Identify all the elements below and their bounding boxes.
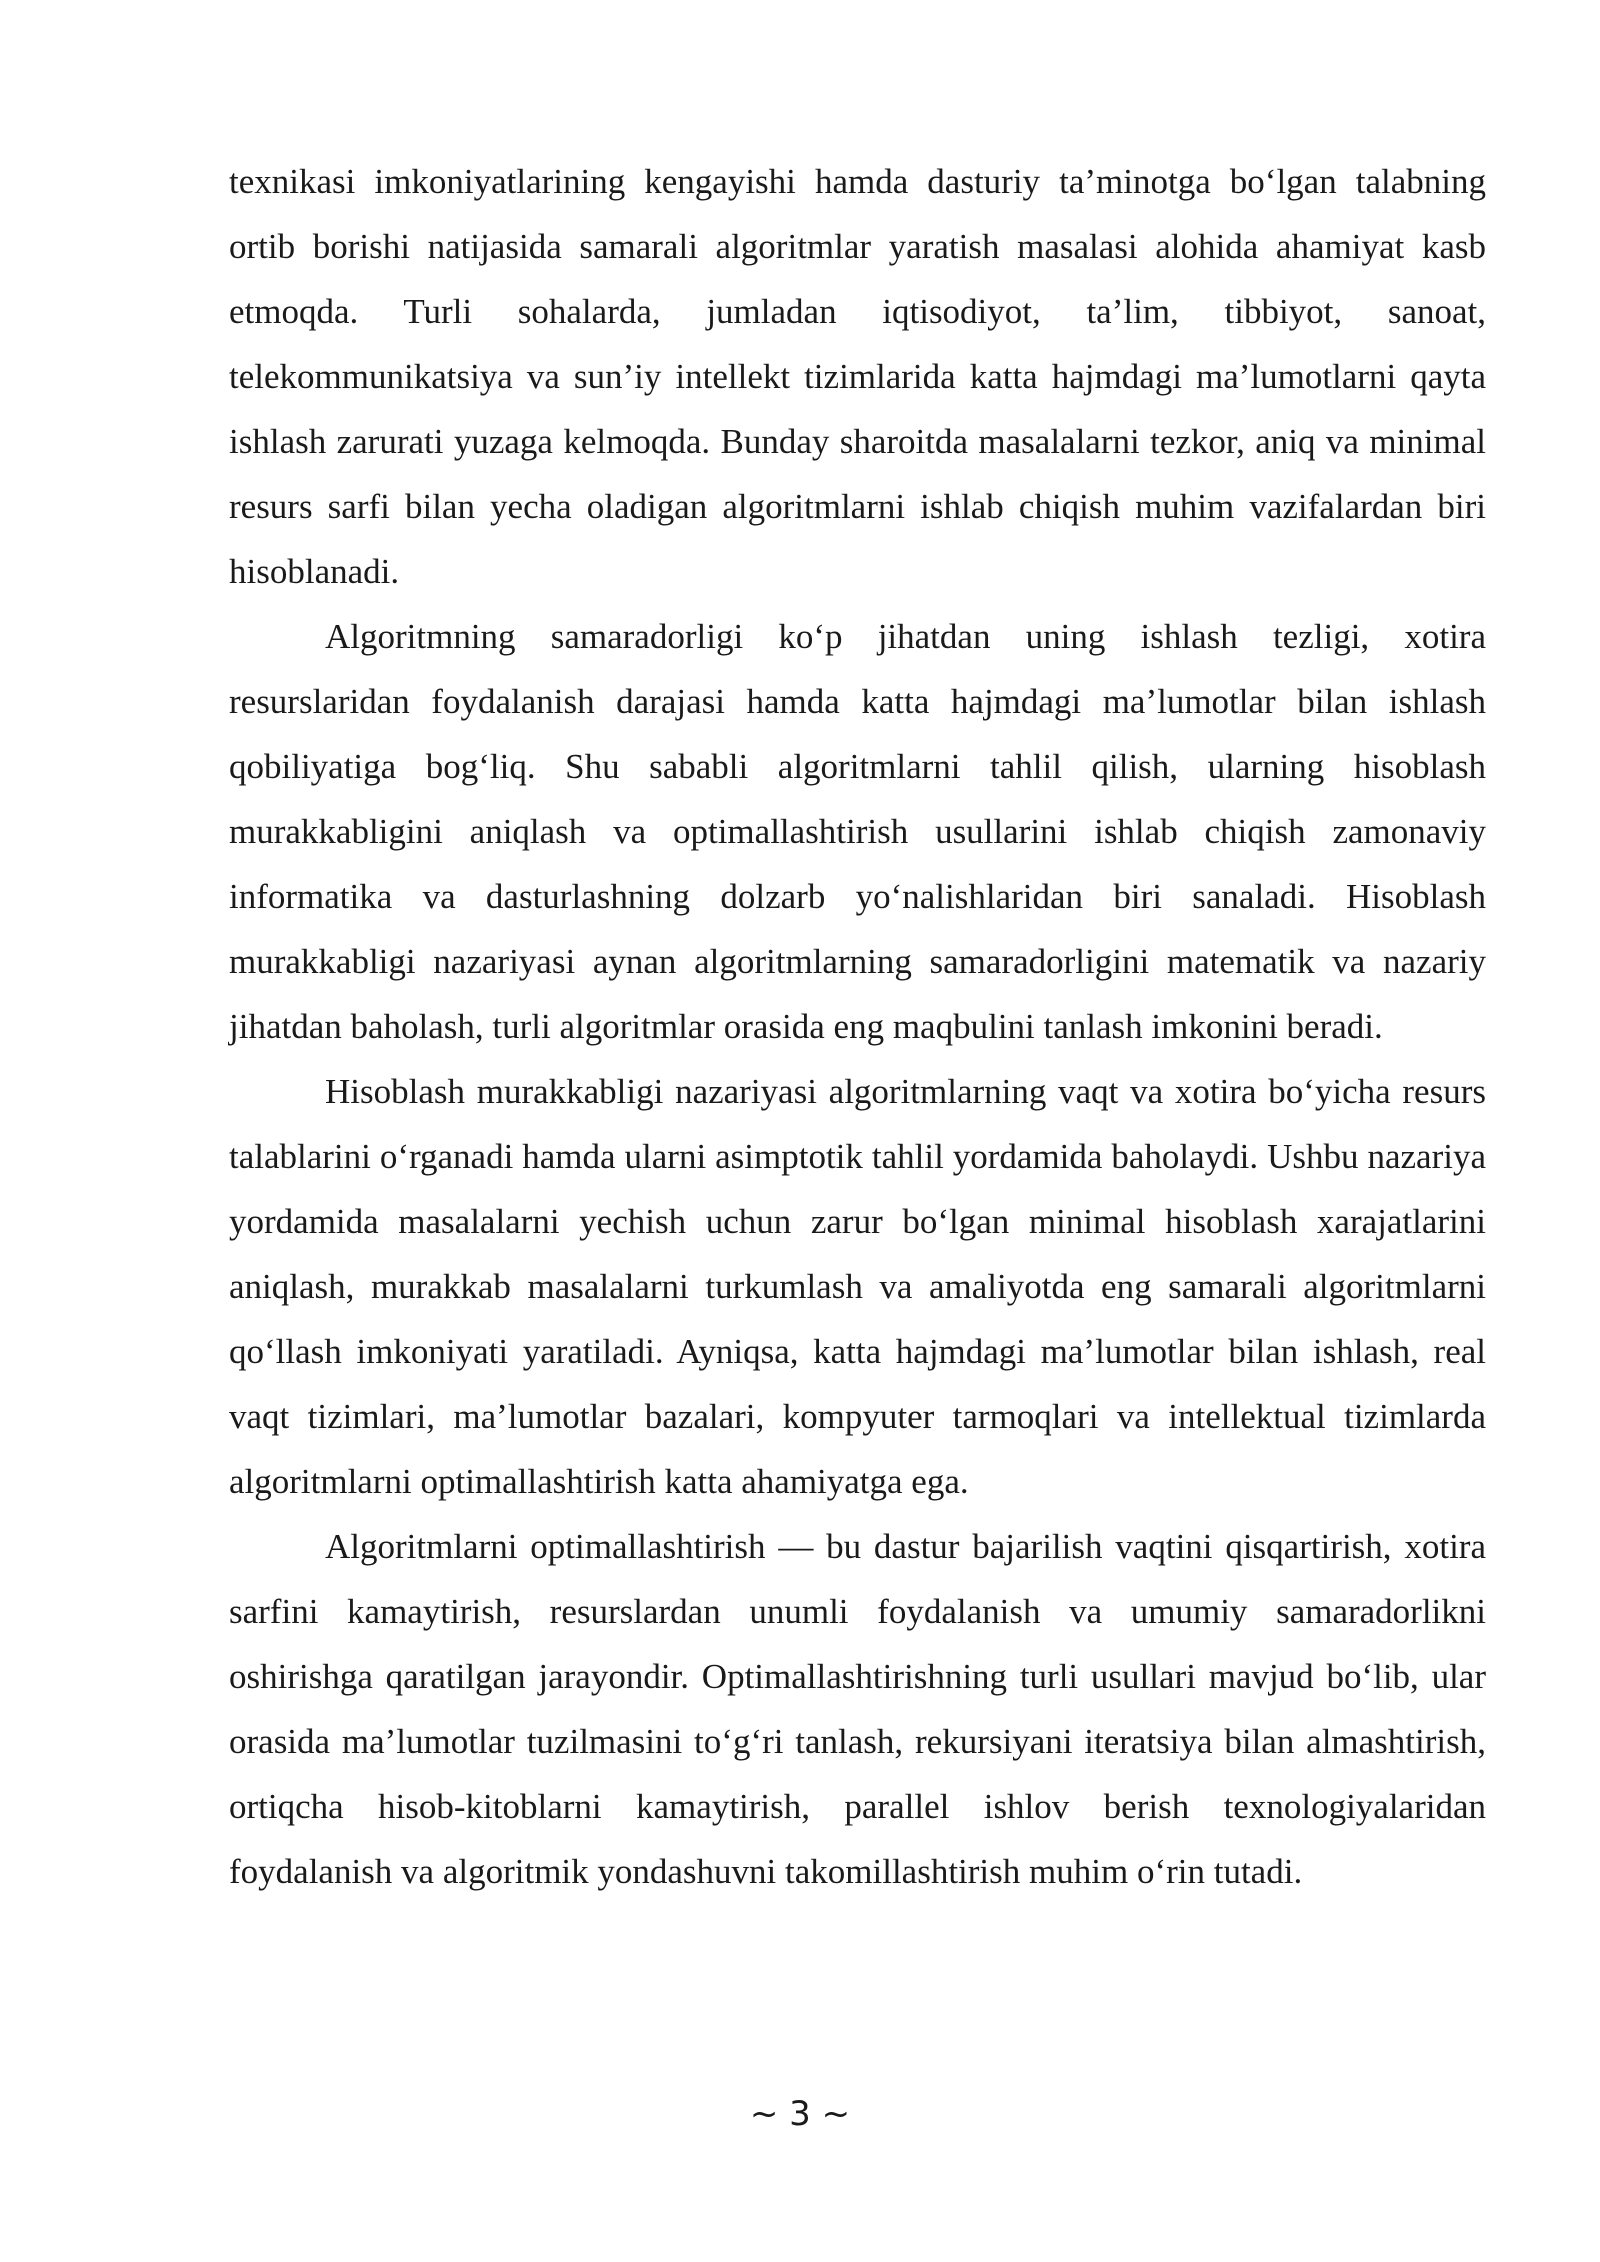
body-text bbox=[229, 149, 1486, 1904]
paragraph-4: Algoritmlarni optimallashtirish — bu dastur bajarilish vaqtini qisqartirish, xotira sarfini kamaytirish, resurslardan unumli foydalanish va umumiy samaradorlikni oshirishga qaratilgan jarayondir. Optimallashtirishning turli usullari mavjud bo‘lib, ular orasida ma’lumotlar tuzilmasini to‘g‘ri tanlash, rekursiyani iteratsiya bilan almashtirish, ortiqcha hisob-kitoblarni kamaytirish, parallel ishlov berish texnologiyalaridan foydalanish va algoritmik yondashuvni takomillashtirish muhim o‘rin tutadi. bbox=[229, 1527, 1486, 1891]
page-number: ~ 3 ~ bbox=[749, 2094, 851, 2134]
paragraph-1: texnikasi imkoniyatlarining kengayishi hamda dasturiy ta’minotga bo‘lgan talabning ortib borishi natijasida samarali algoritmlar yaratish masalasi alohida ahamiyat kasb etmoqda. Turli sohalarda, jumladan iqtisodiyot, ta’lim, tibbiyot, sanoat, telekommunikatsiya va sun’iy intellekt tizimlarida katta hajmdagi ma’lumotlarni qayta ishlash zarurati yuzaga kelmoqda. Bunday sharoitda masalalarni tezkor, aniq va minimal resurs sarfi bilan yecha oladigan algoritmlarni ishlab chiqish muhim vazifalardan biri hisoblanadi. bbox=[229, 162, 1486, 591]
paragraph-2: Algoritmning samaradorligi ko‘p jihatdan uning ishlash tezligi, xotira resurslaridan foydalanish darajasi hamda katta hajmdagi ma’lumotlar bilan ishlash qobiliyatiga bog‘liq. Shu sababli algoritmlarni tahlil qilish, ularning hisoblash murakkabligini aniqlash va optimallashtirish usullarini ishlab chiqish zamonaviy informatika va dasturlashning dolzarb yo‘nalishlaridan biri sanaladi. Hisoblash murakkabligi nazariyasi aynan algoritmlarning samaradorligini matematik va nazariy jihatdan baholash, turli algoritmlar orasida eng maqbulini tanlash imkonini beradi. bbox=[229, 617, 1486, 1046]
paragraph-3: Hisoblash murakkabligi nazariyasi algoritmlarning vaqt va xotira bo‘yicha resurs talablarini o‘rganadi hamda ularni asimptotik tahlil yordamida baholaydi. Ushbu nazariya yordamida masalalarni yechish uchun zarur bo‘lgan minimal hisoblash xarajatlarini aniqlash, murakkab masalalarni turkumlash va amaliyotda eng samarali algoritmlarni qo‘llash imkoniyati yaratiladi. Ayniqsa, katta hajmdagi ma’lumotlar bilan ishlash, real vaqt tizimlari, ma’lumotlar bazalari, kompyuter tarmoqlari va intellektual tizimlarda algoritmlarni optimallashtirish katta ahamiyatga ega. bbox=[229, 1072, 1486, 1501]
